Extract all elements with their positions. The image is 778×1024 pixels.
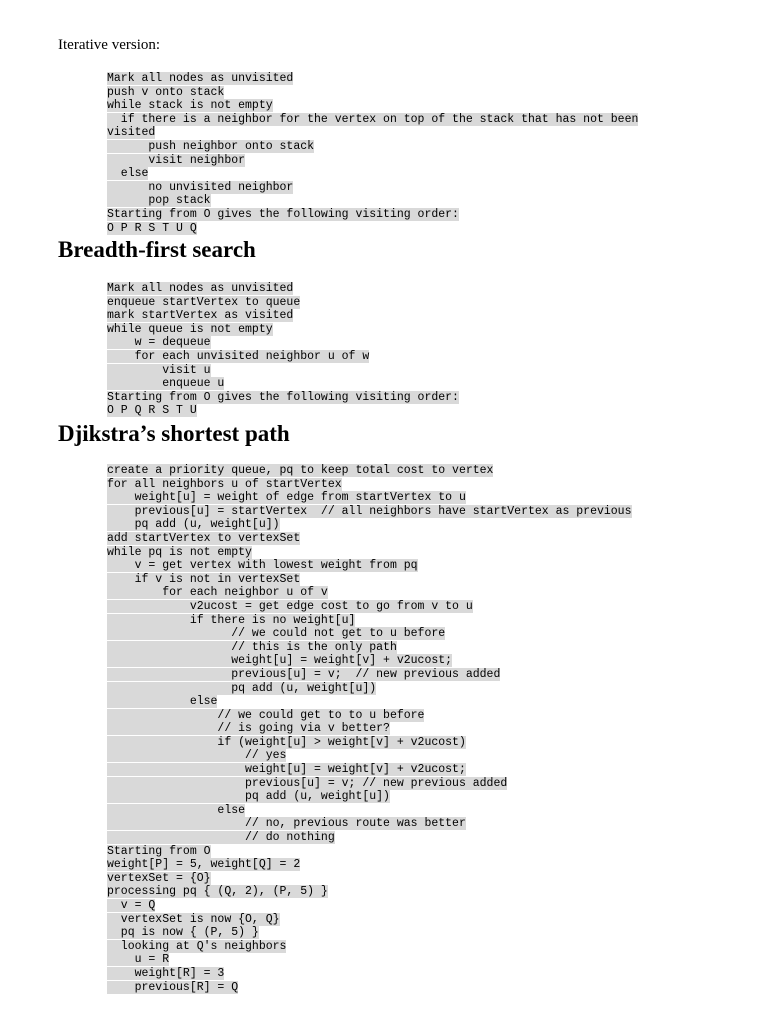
code-line-text: pq add (u, weight[u]) [107,790,390,804]
code-line-text: vertexSet is now {O, Q} [107,912,280,926]
code-line-text: v2ucost = get edge cost to go from v to u [107,599,473,613]
code-line-text: vertexSet = {O} [107,871,211,885]
code-line [107,491,632,505]
code-line [107,464,632,478]
code-line [107,518,632,532]
code-line-text: for each unvisited neighbor u of w [107,349,370,363]
code-line [107,804,632,818]
code-line-text: weight[P] = 5, weight[Q] = 2 [107,858,301,872]
code-line [107,641,632,655]
code-line [107,899,632,913]
code-line [107,478,632,492]
code-line [107,113,638,127]
code-line-text: for each neighbor u of v [107,586,328,600]
code-line-text: // this is the only path [107,640,397,654]
code-line [107,858,632,872]
code-line [107,872,632,886]
code-line [107,722,632,736]
code-line-text: Starting from O gives the following visiting order: [107,390,459,404]
code-line [107,981,632,995]
code-line-text: Starting from O [107,844,211,858]
code-line-text: // we could get to to u before [107,708,425,722]
dijkstra-heading: Djikstra’s shortest path [58,421,290,446]
code-line [107,167,638,181]
code-line-text: processing pq { (Q, 2), (P, 5) } [107,885,328,899]
code-line-text: if v is not in vertexSet [107,572,301,586]
code-line [107,695,632,709]
code-line [107,404,459,418]
code-line [107,953,632,967]
code-line [107,350,459,364]
code-line-text: while pq is not empty [107,545,252,559]
code-line [107,736,632,750]
code-line-text: // no, previous route was better [107,817,466,831]
code-line [107,154,638,168]
code-line-text: visit u [107,363,211,377]
code-line-text: w = dequeue [107,336,211,350]
code-line-text: push v onto stack [107,85,225,99]
code-line [107,654,632,668]
code-line [107,282,459,296]
code-line [107,391,459,405]
code-line-text: Starting from O gives the following visiting order: [107,207,459,221]
code-line-text: create a priority queue, pq to keep total cost to vertex [107,464,494,477]
code-line [107,627,632,641]
code-line-text: looking at Q's neighbors [107,939,287,953]
code-line-text: if (weight[u] > weight[v] + v2ucost) [107,735,466,749]
code-line-text: previous[u] = v; // new previous added [107,776,508,790]
code-line [107,586,632,600]
code-line-text: weight[u] = weight of edge from startVertex to u [107,491,466,505]
code-line-text: v = Q [107,899,156,912]
code-line [107,668,632,682]
bfs-code-block [107,282,459,418]
code-line [107,845,632,859]
code-line-text: add startVertex to vertexSet [107,531,301,545]
code-line-text: // yes [107,749,287,763]
code-line [107,614,632,628]
code-line [107,709,632,723]
code-line-text: if there is a neighbor for the vertex on top of the stack that has not been [107,112,639,126]
code-line-text: if there is no weight[u] [107,613,356,627]
code-line [107,790,632,804]
code-line [107,831,632,845]
code-line [107,885,632,899]
code-line [107,600,632,614]
code-line-text: O P R S T U Q [107,221,197,235]
code-line-text: visited [107,126,156,140]
dijkstra-code-block [107,464,632,994]
bfs-heading: Breadth-first search [58,237,256,262]
code-line-text: pop stack [107,194,211,208]
code-line-text: enqueue u [107,377,225,391]
code-line [107,323,459,337]
code-line [107,573,632,587]
dfs-code-block [107,72,638,235]
code-line-text: visit neighbor [107,153,246,167]
code-line [107,763,632,777]
code-line-text: previous[u] = v; // new previous added [107,667,501,681]
code-line [107,86,638,100]
code-line-text: pq add (u, weight[u]) [107,681,377,695]
intro-text: Iterative version: [58,37,161,53]
code-line [107,532,632,546]
code-line [107,926,632,940]
code-line-text: weight[u] = weight[v] + v2ucost; [107,763,466,777]
code-line-text: else [107,167,149,181]
code-line [107,967,632,981]
code-line-text: Mark all nodes as unvisited [107,282,294,295]
code-line [107,749,632,763]
code-line-text: enqueue startVertex to queue [107,295,301,309]
code-line [107,181,638,195]
code-line-text: // do nothing [107,831,335,845]
code-line [107,336,459,350]
code-line [107,505,632,519]
code-line-text: previous[R] = Q [107,980,239,994]
code-line [107,377,459,391]
code-line [107,72,638,86]
code-line [107,559,632,573]
code-line-text: O P Q R S T U [107,404,197,418]
code-line [107,817,632,831]
code-line-text: weight[u] = weight[v] + v2ucost; [107,654,453,668]
code-line [107,913,632,927]
code-line-text: else [107,695,218,709]
code-line [107,126,638,140]
code-line [107,682,632,696]
code-line [107,222,638,236]
code-line [107,194,638,208]
code-line-text: // is going via v better? [107,722,390,736]
code-line-text: while queue is not empty [107,322,273,336]
code-line-text: else [107,803,246,817]
code-line [107,546,632,560]
code-line-text: weight[R] = 3 [107,966,225,980]
code-line-text: no unvisited neighbor [107,180,294,194]
code-line [107,99,638,113]
code-line-text: Mark all nodes as unvisited [107,72,294,85]
code-line [107,364,459,378]
code-line-text: for all neighbors u of startVertex [107,477,342,491]
code-line-text: v = get vertex with lowest weight from pq [107,559,418,573]
code-line [107,208,638,222]
code-line-text: push neighbor onto stack [107,139,315,153]
code-line-text: u = R [107,953,170,967]
code-line-text: while stack is not empty [107,99,273,113]
code-line [107,309,459,323]
code-line-text: pq add (u, weight[u]) [107,518,280,532]
code-line-text: mark startVertex as visited [107,309,294,323]
code-line-text: pq is now { (P, 5) } [107,926,259,940]
code-line [107,296,459,310]
code-line [107,777,632,791]
code-line-text: // we could not get to u before [107,627,446,641]
code-line-text: previous[u] = startVertex // all neighbors have startVertex as previous [107,504,632,518]
code-line [107,140,638,154]
code-line [107,940,632,954]
